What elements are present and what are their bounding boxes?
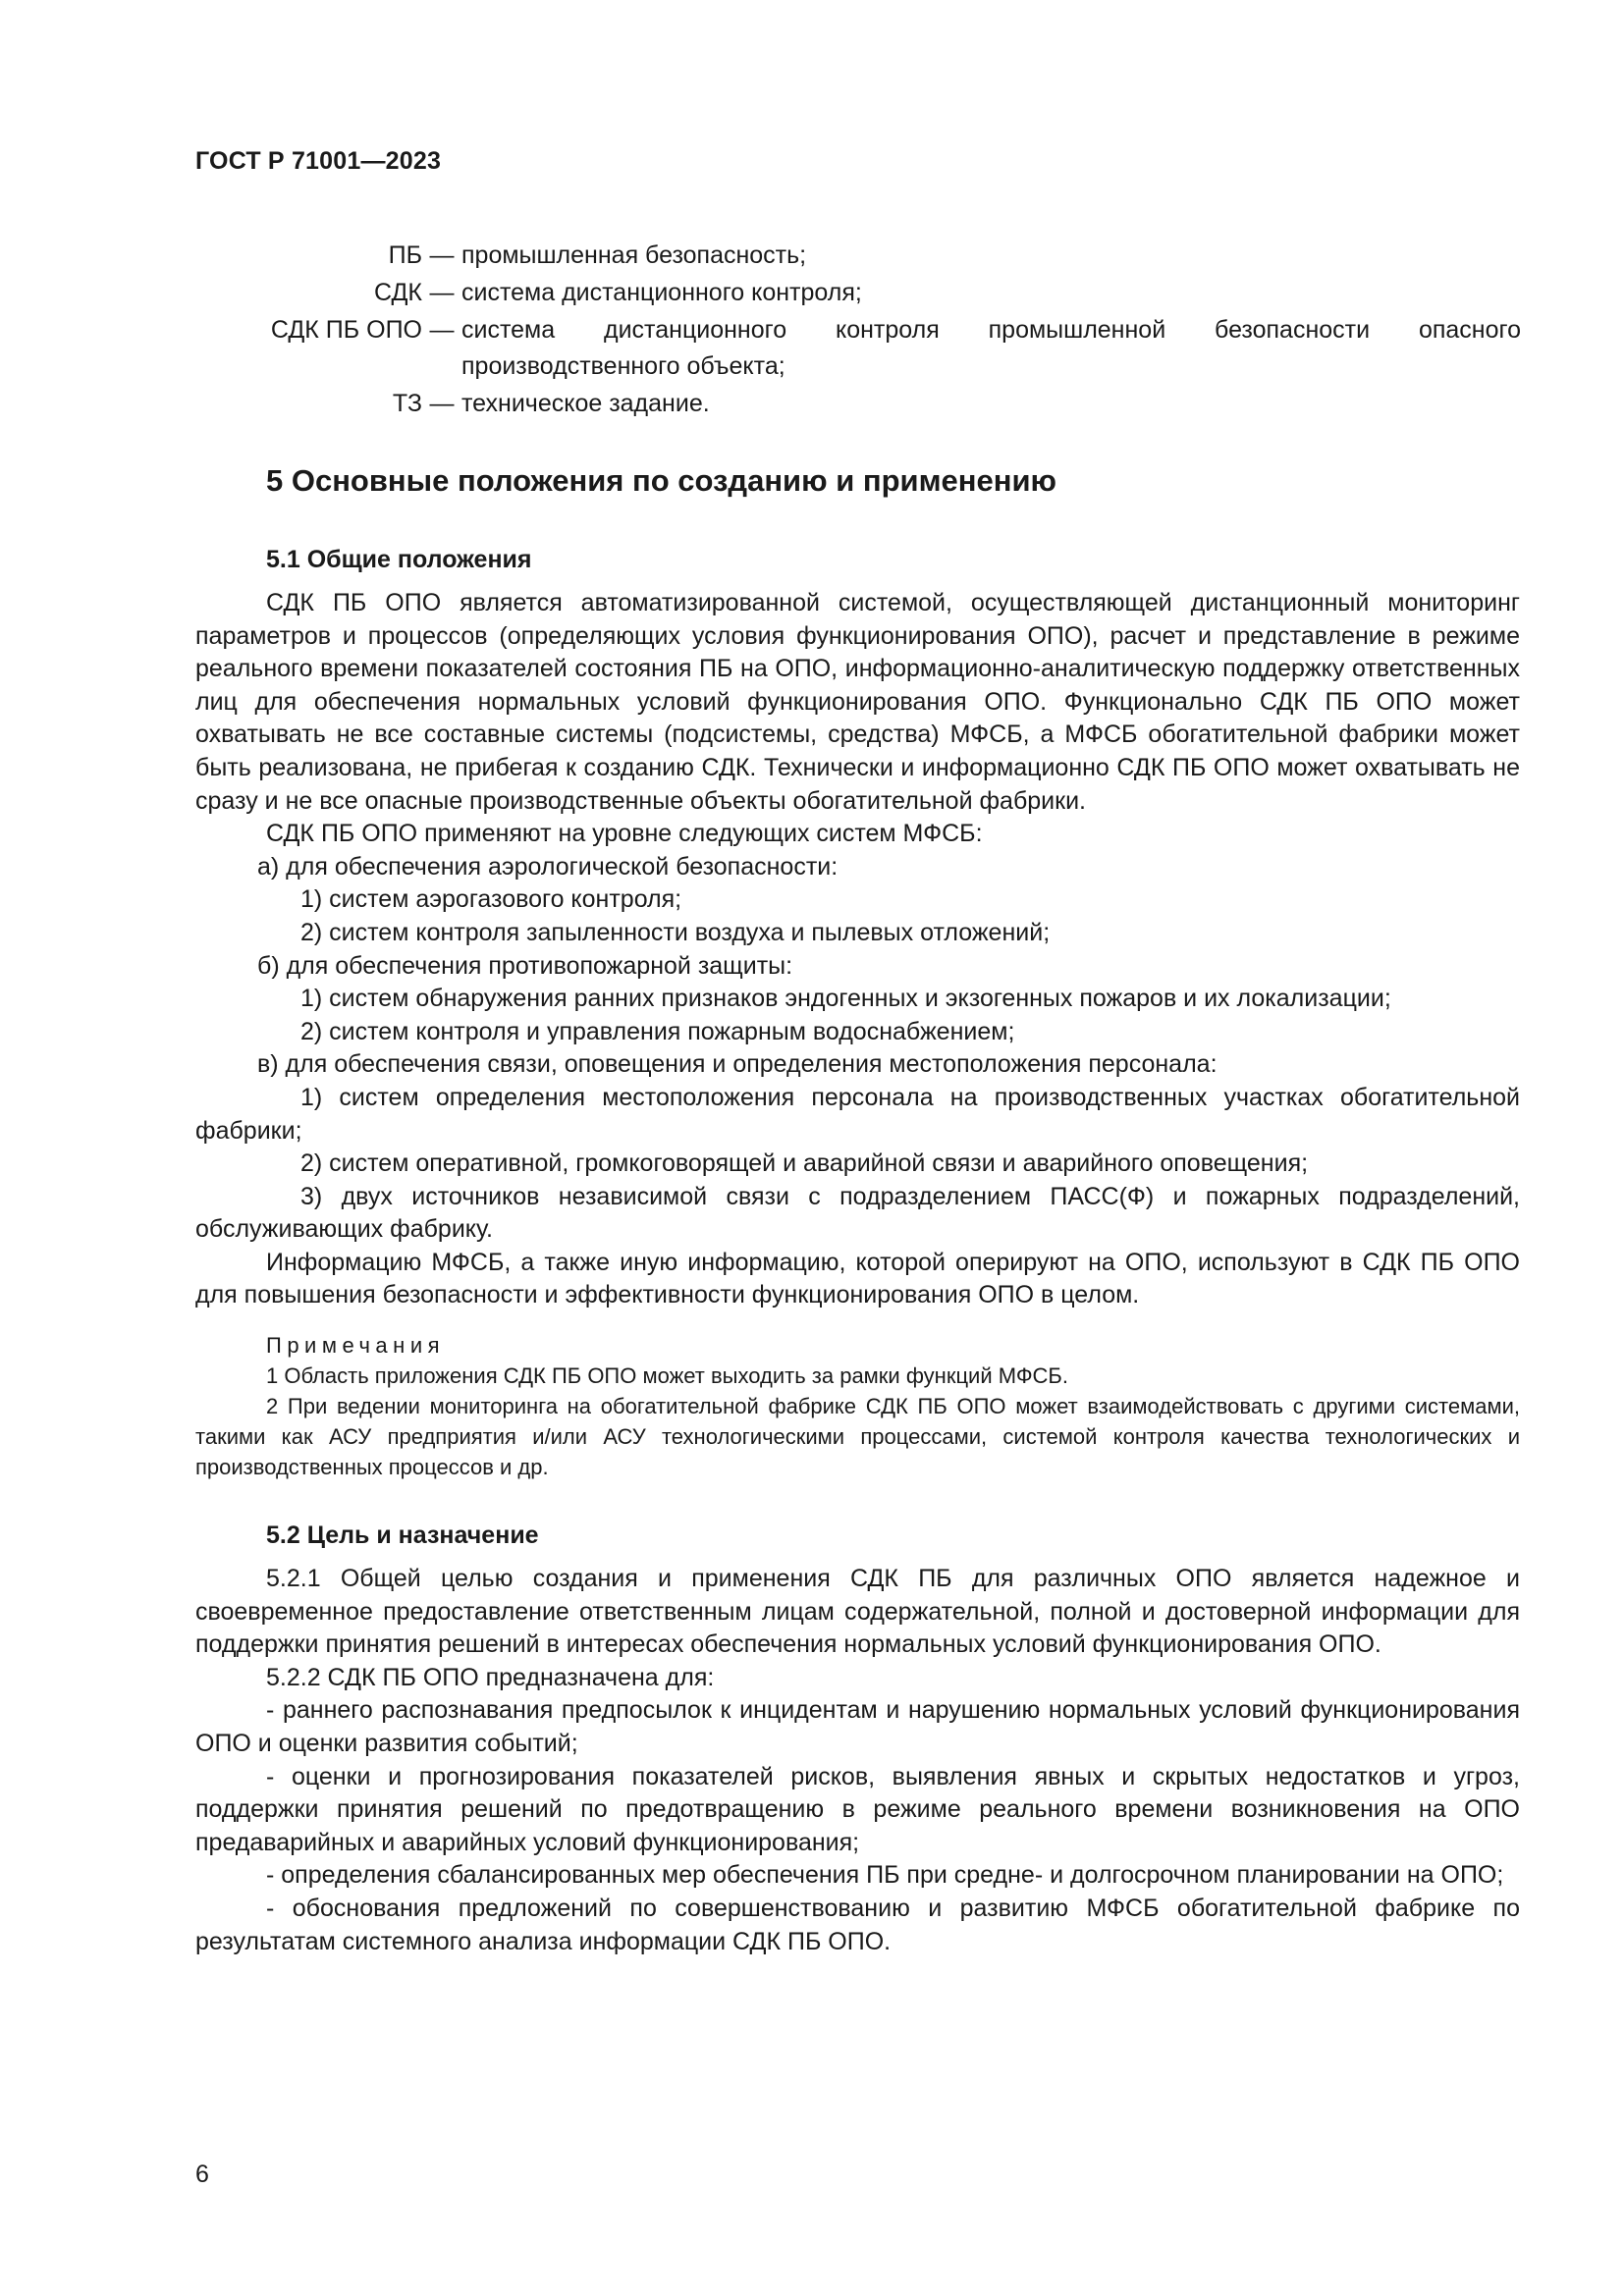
page-number: 6	[195, 2161, 209, 2188]
dash-list-item: - обоснования предложений по совершенствованию и развитию МФСБ обогатительной фабрике по результатам системного анализа информации СДК ПБ ОПО.	[195, 1895, 1520, 1955]
list-item-b: б) для обеспечения противопожарной защиты:	[257, 951, 793, 980]
abbreviation-dash: —	[429, 279, 455, 306]
list-item: 3) двух источников независимой связи с подразделением ПАСС(Ф) и пожарных подразделений, обслуживающих фабрику.	[195, 1182, 1520, 1244]
notes-block	[195, 1330, 1520, 1482]
list-item: 2) систем контроля запыленности воздуха и пылевых отложений;	[300, 918, 1051, 946]
dash-list-item: - раннего распознавания предпосылок к инцидентам и нарушению нормальных условий функционирования ОПО и оценки развития событий;	[195, 1696, 1520, 1758]
abbreviation-dash: —	[429, 390, 455, 417]
list-item: 2) систем контроля и управления пожарным водоснабжением;	[300, 1017, 1015, 1045]
list-item-a: а) для обеспечения аэрологической безопасности:	[257, 852, 839, 881]
abbreviation-definition: техническое задание.	[461, 390, 710, 417]
main-content	[195, 461, 1520, 1958]
abbreviation-term: СДК ПБ ОПО	[270, 316, 422, 344]
paragraph: 5.2.1 Общей целью создания и применения СДК ПБ для различных ОПО является надежное и своевременное предоставление ответственным лицам содержательной, полной и достоверной информации для поддержки принятия решений в интересах обеспечения нормальных условий функционирования ОПО.	[195, 1565, 1520, 1659]
list-item: 1) систем обнаружения ранних признаков эндогенных и экзогенных пожаров и их локализации;	[300, 985, 1391, 1013]
abbreviation-row	[195, 312, 1521, 385]
abbreviation-term: ПБ	[388, 241, 422, 269]
abbreviation-definition: система дистанционного контроля промышленной безопасности опасного производственного объекта;	[461, 316, 1521, 380]
abbreviation-row	[195, 386, 1521, 422]
document-code-header: ГОСТ Р 71001—2023	[195, 147, 442, 175]
abbreviation-term: СДК	[374, 279, 422, 306]
paragraph: Информацию МФСБ, а также иную информацию, которой оперируют на ОПО, используют в СДК ПБ ОПО для повышения безопасности и эффективности функционирования ОПО в целом.	[195, 1248, 1520, 1309]
abbreviations-list	[195, 238, 1521, 423]
abbreviation-definition: система дистанционного контроля;	[461, 279, 862, 306]
section-5-title: 5 Основные положения по созданию и применению	[266, 463, 1056, 498]
list-item-v: в) для обеспечения связи, оповещения и определения местоположения персонала:	[257, 1050, 1218, 1079]
subsection-5-1-title: 5.1 Общие положения	[266, 546, 532, 573]
list-item: 1) систем аэрогазового контроля;	[300, 885, 682, 914]
abbreviation-term: ТЗ	[392, 390, 422, 417]
paragraph: СДК ПБ ОПО является автоматизированной системой, осуществляющей дистанционный мониторинг параметров и процессов (определяющих условия функционирования ОПО), расчет и представление в режиме реального времени показателей состояния ПБ на ОПО, информационно-аналитическую поддержку ответственных лиц для обеспечения нормальных условий функционирования ОПО. Функционально СДК ПБ ОПО может охватывать не все составные системы (подсистемы, средства) МФСБ, а МФСБ обогатительной фабрики может быть реализована, не прибегая к созданию СДК. Технически и информационно СДК ПБ ОПО может охватывать не сразу и не все опасные производственные объекты обогатительной фабрики.	[195, 589, 1520, 815]
abbreviation-row	[195, 238, 1521, 274]
abbreviation-dash: —	[429, 241, 455, 269]
abbreviation-dash: —	[429, 316, 455, 344]
note-item: 2 При ведении мониторинга на обогатительной фабрике СДК ПБ ОПО может взаимодействовать с другими системами, такими как АСУ предприятия и/или АСУ технологическими процессами, системой контроля качества технологических и производственных процессов и др.	[195, 1394, 1520, 1480]
notes-title: Примечания	[266, 1333, 446, 1359]
spacer	[195, 1482, 1520, 1518]
list-item: 2) систем оперативной, громкоговорящей и аварийной связи и аварийного оповещения;	[300, 1149, 1309, 1178]
subsection-5-2-title: 5.2 Цель и назначение	[266, 1522, 539, 1550]
abbreviation-row	[195, 275, 1521, 311]
paragraph: 5.2.2 СДК ПБ ОПО предназначена для:	[266, 1663, 715, 1691]
list-item: 1) систем определения местоположения персонала на производственных участках обогатительной фабрики;	[195, 1083, 1520, 1145]
dash-list-item: - определения сбалансированных мер обеспечения ПБ при средне- и долгосрочном планировании на ОПО;	[266, 1861, 1504, 1890]
note-item: 1 Область приложения СДК ПБ ОПО может выходить за рамки функций МФСБ.	[266, 1363, 1068, 1389]
paragraph: СДК ПБ ОПО применяют на уровне следующих систем МФСБ:	[266, 820, 983, 848]
dash-list-item: - оценки и прогнозирования показателей рисков, выявления явных и скрытых недостатков и угроз, поддержки принятия решений по предотвращению в режиме реального времени возникновения на ОПО предаварийных и аварийных условий функционирования;	[195, 1762, 1520, 1856]
abbreviation-definition: промышленная безопасность;	[461, 241, 807, 269]
